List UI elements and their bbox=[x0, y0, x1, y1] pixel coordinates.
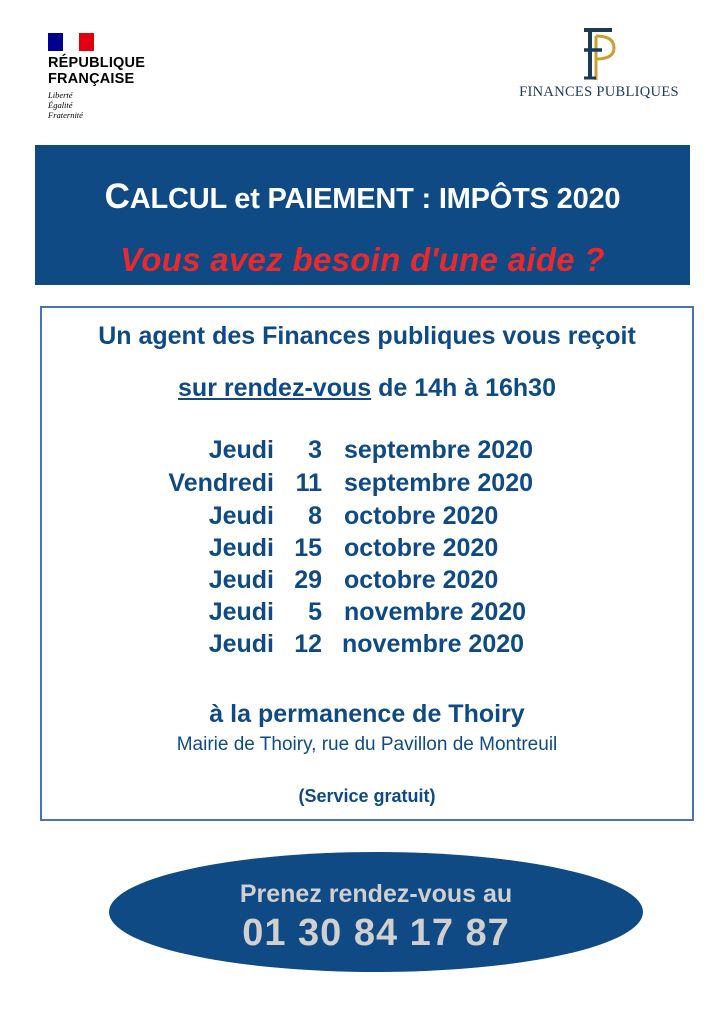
hours-line: sur rendez-vous de 14h à 16h30 bbox=[178, 374, 556, 402]
agent-line: Un agent des Finances publiques vous reçoit bbox=[98, 322, 636, 350]
free-service-line: (Service gratuit) bbox=[298, 786, 436, 806]
republique-francaise-logo bbox=[48, 33, 178, 120]
date-row: Jeudi 3 septembre 2020 bbox=[208, 436, 534, 464]
rf-motto: Liberté Égalité Fraternité bbox=[48, 90, 83, 120]
cta-text: Prenez rendez-vous au bbox=[239, 880, 513, 908]
date-row: Jeudi 15 octobre 2020 bbox=[208, 534, 499, 562]
date-row: Jeudi 29 octobre 2020 bbox=[208, 566, 499, 594]
phone-number: 01 30 84 17 87 bbox=[242, 912, 510, 954]
date-row: Vendredi 11 septembre 2020 bbox=[168, 469, 534, 497]
banner-title: CALCUL et PAIEMENT : IMPÔTS 2020 bbox=[104, 177, 621, 216]
finances-publiques-logo bbox=[516, 26, 682, 101]
fp-monogram-icon bbox=[574, 26, 624, 82]
rf-name: RÉPUBLIQUE FRANÇAISE bbox=[48, 55, 146, 87]
banner-subtitle: Vous avez besoin d'une aide ? bbox=[120, 241, 605, 278]
address-line: Mairie de Thoiry, rue du Pavillon de Montreuil bbox=[176, 734, 558, 755]
fp-logo-text: FINANCES PUBLIQUES bbox=[519, 84, 679, 100]
place-line: à la permanence de Thoiry bbox=[209, 700, 525, 728]
french-flag-icon bbox=[48, 33, 94, 51]
date-row: Jeudi 8 octobre 2020 bbox=[208, 502, 499, 530]
phone-cta bbox=[109, 852, 643, 972]
header-banner bbox=[35, 145, 690, 285]
date-row: Jeudi 12 novembre 2020 bbox=[208, 630, 525, 658]
appointment-link: sur rendez-vous bbox=[178, 374, 372, 402]
date-row: Jeudi 5 novembre 2020 bbox=[208, 598, 527, 626]
info-box bbox=[40, 306, 694, 821]
